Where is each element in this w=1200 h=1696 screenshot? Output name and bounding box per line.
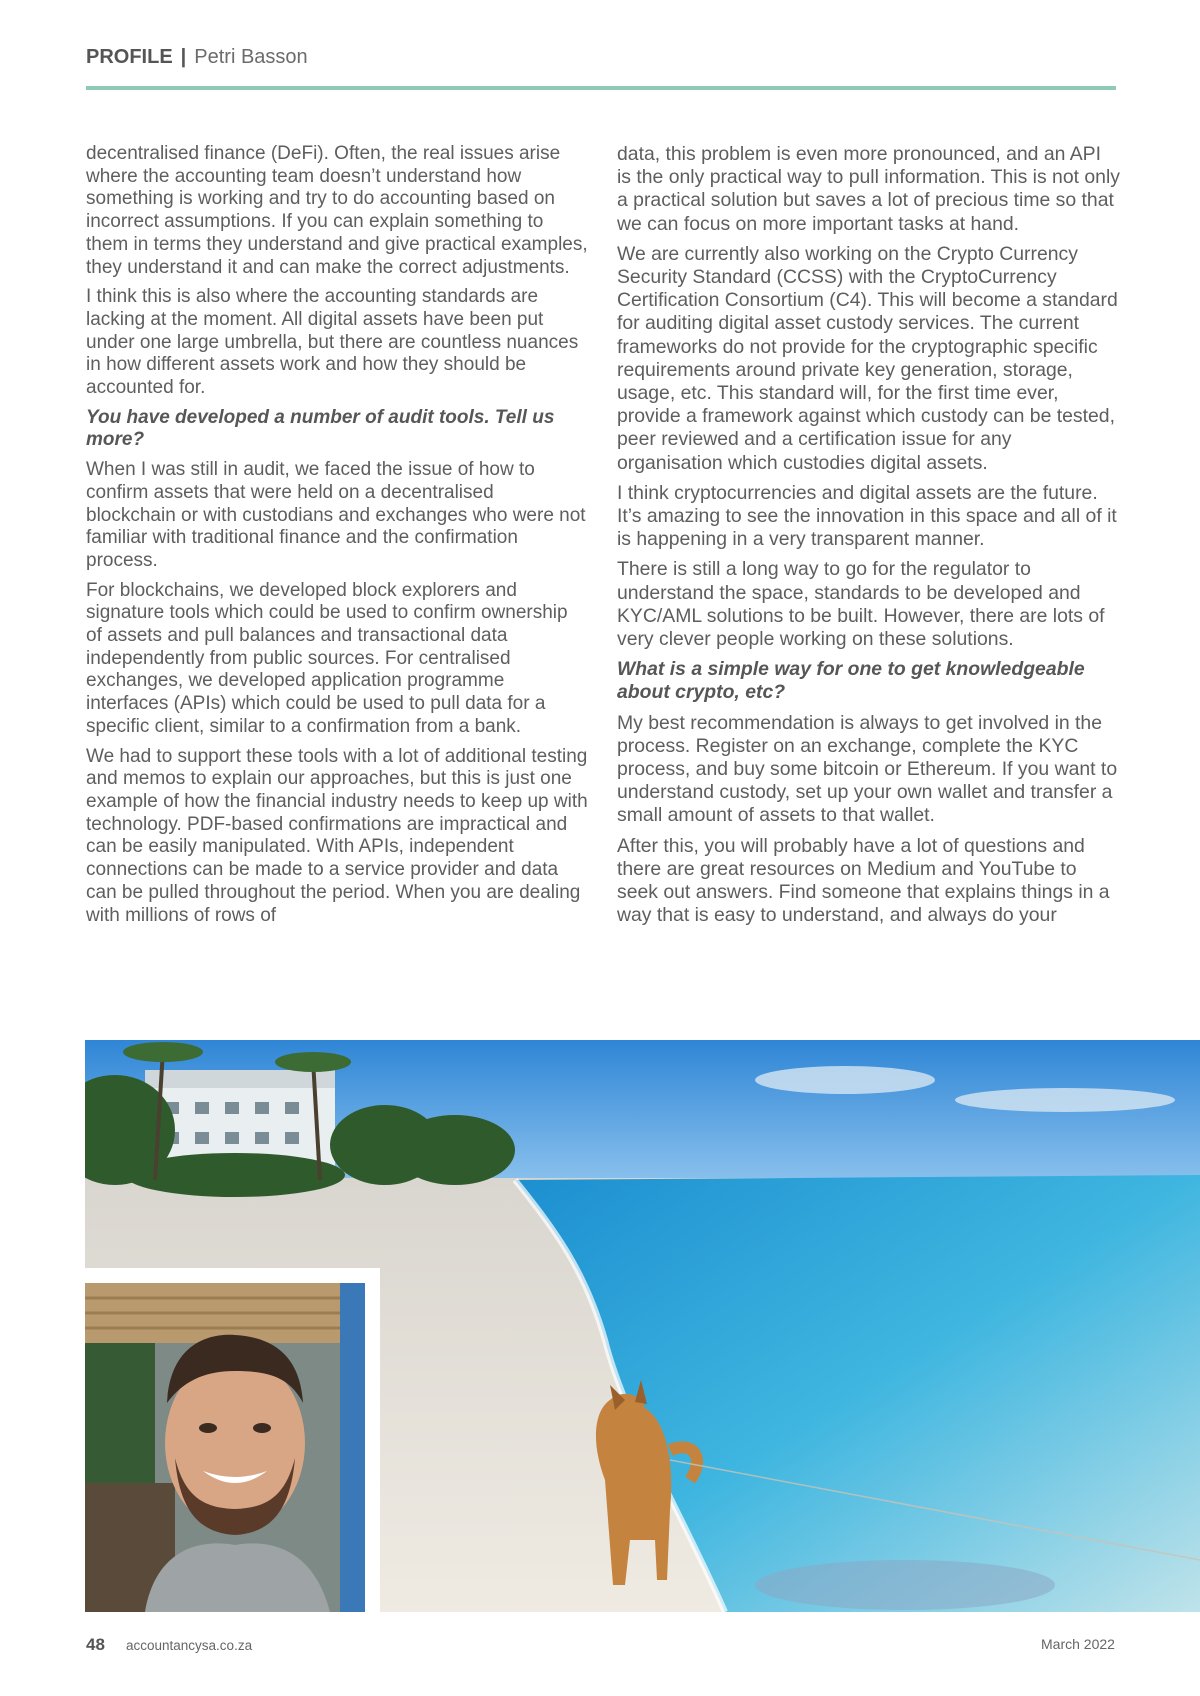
paragraph: I think this is also where the accounting standards are lacking at the moment. All digital assets have been put under one large umbrella, but there are countless nuances in how different assets work and how they should be accounted for. [86, 286, 579, 399]
right-column [617, 143, 1120, 935]
paragraph: My best recommendation is always to get involved in the process. Register on an exchange, complete the KYC process, and buy some bitcoin or Ethereum. If you want to understand custody, set up your own wallet and transfer a small amount of assets to that wallet. [617, 711, 1118, 827]
header-section: PROFILE [86, 46, 173, 68]
interview-question: You have developed a number of audit tools. Tell us more? [86, 406, 555, 451]
paragraph: data, this problem is even more pronounced, and an API is the only practical way to pull information. This is not only a practical solution but saves a lot of precious time so that we can focus on more important tasks at hand. [617, 143, 1120, 235]
paragraph: We had to support these tools with a lot of additional testing and memos to explain our approaches, but this is just one example of how the financial industry needs to keep up with technology. PDF-based confirmations are impractical and can be easily manipulated. With APIs, independent connections can be made to a service provider and data can be pulled throughout the period. When you are dealing with millions of rows of [86, 745, 588, 926]
interview-question: What is a simple way for one to get knowledgeable about crypto, etc? [617, 658, 1085, 704]
paragraph: When I was still in audit, we faced the issue of how to confirm assets that were held on a decentralised blockchain or with custodians and exchanges who were not familiar with traditional finance and the confirmation process. [86, 459, 586, 571]
paragraph: I think cryptocurrencies and digital assets are the future. It’s amazing to see the innovation in this space and all of it is happening in a very transparent manner. [617, 481, 1117, 551]
header-rule [86, 86, 1116, 90]
page-number: 48 [86, 1635, 105, 1654]
left-column [86, 143, 588, 934]
paragraph: We are currently also working on the Crypto Currency Security Standard (CCSS) with the CryptoCurrency Certification Consortium (C4). This will become a standard for auditing digital asset custody services. The current frameworks do not provide for the cryptographic specific requirements around private key generation, storage, usage, etc. This standard will, for the first time ever, provide a framework against which custody can be tested, peer reviewed and a certification issue for any organisation which custodies digital assets. [617, 242, 1118, 474]
paragraph: After this, you will probably have a lot of questions and there are great resources on Medium and YouTube to seek out answers. Find someone that explains things in a way that is easy to understand, and always do your [617, 834, 1110, 927]
running-header [86, 46, 308, 69]
header-person: Petri Basson [194, 46, 308, 68]
footer-date: March 2022 [1041, 1636, 1115, 1652]
paragraph: For blockchains, we developed block explorers and signature tools which could be used to confirm ownership of assets and pull balances and transactional data independently from public sources. For centralised exchanges, we developed application programme interfaces (APIs) which could be used to pull data for a specific client, similar to a confirmation from a bank. [86, 579, 568, 737]
paragraph: There is still a long way to go for the regulator to understand the space, standards to be developed and KYC/AML solutions to be built. However, there are lots of very clever people working on these solutions. [617, 558, 1105, 651]
header-separator: | [180, 46, 187, 68]
paragraph: decentralised finance (DeFi). Often, the real issues arise where the accounting team doesn’t understand how something is working and try to do accounting based on incorrect assumptions. If you can explain something to them in terms they understand and give practical examples, they understand it and can make the correct adjustments. [86, 143, 588, 278]
footer-website: accountancysa.co.za [126, 1638, 253, 1653]
portrait-photo [85, 1283, 365, 1612]
